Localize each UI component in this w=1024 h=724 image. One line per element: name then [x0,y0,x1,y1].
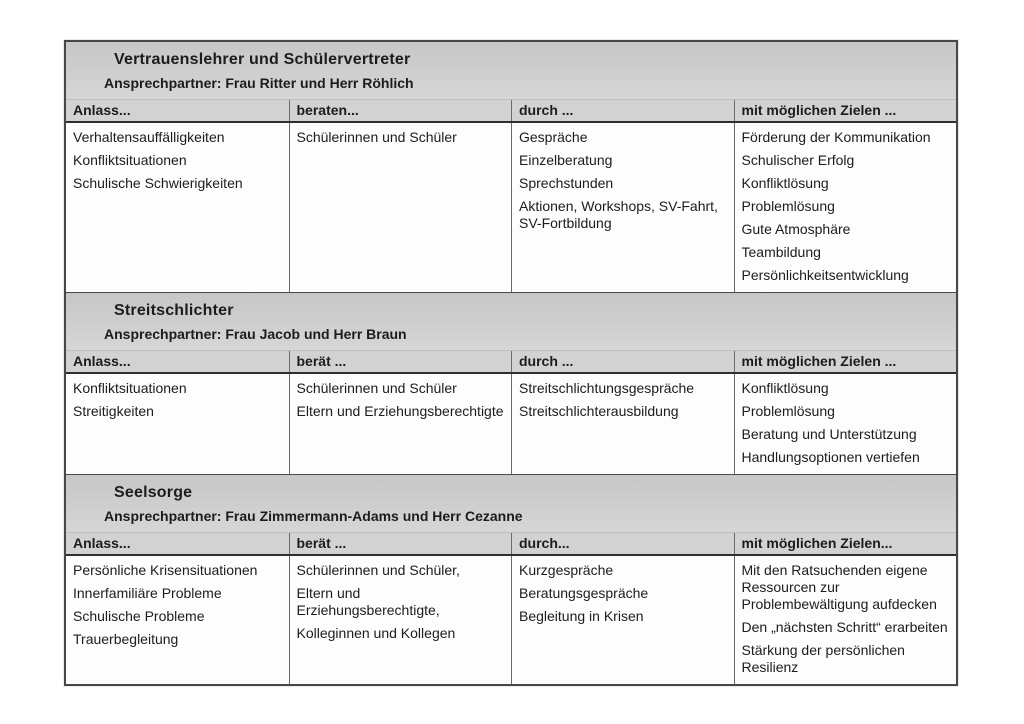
section-header-band [66,475,956,533]
column-header-beraet: berät ... [289,351,512,372]
cell-item: Gute Atmosphäre [741,221,851,237]
section-body-row [66,123,956,293]
section-seelsorge [66,475,956,684]
cell-item: Beratung und Unterstützung [741,426,917,442]
cell-item: Schulische Probleme [73,608,205,624]
cell-item: Kurzgespräche [519,562,614,578]
cell-item: Beratungsgespräche [519,585,649,601]
column-header-anlass: Anlass... [73,535,131,551]
section-contact: Ansprechpartner: Frau Jacob und Herr Braun [104,326,407,342]
cell-item: Verhaltensauffälligkeiten [73,129,225,145]
cell-item: Konfliktlösung [741,380,829,396]
cell-item: Problemlösung [741,198,835,214]
cell-item: Streitschlichterausbildung [519,403,679,419]
cell-item: Eltern und Erziehungsberechtigte, [296,585,440,618]
cell-anlass [66,374,289,474]
cell-anlass [66,556,289,684]
column-header-durch: durch ... [511,100,734,121]
cell-item: Konfliktsituationen [73,152,187,168]
cell-beraet [289,374,512,474]
cell-item: Problemlösung [741,403,835,419]
cell-item: Aktionen, Workshops, SV-Fahrt, SV-Fortbildung [519,198,718,231]
cell-durch [511,556,734,684]
section-body-row [66,556,956,684]
cell-item: Einzelberatung [519,152,613,168]
column-header-ziele: mit möglichen Zielen... [734,533,957,554]
cell-item: Innerfamiliäre Probleme [73,585,222,601]
column-header-ziele: mit möglichen Zielen ... [734,351,957,372]
section-body-row [66,374,956,475]
column-header-ziele: mit möglichen Zielen ... [734,100,957,121]
cell-beraet [289,556,512,684]
cell-item: Schulischer Erfolg [741,152,855,168]
column-header-durch: durch... [511,533,734,554]
cell-item: Begleitung in Krisen [519,608,644,624]
column-header-row [66,533,956,556]
cell-ziele [734,374,957,474]
cell-item: Streitschlichtungsgespräche [519,380,695,396]
cell-durch [511,123,734,292]
section-vertrauenslehrer [66,42,956,293]
cell-item: Streitigkeiten [73,403,154,419]
section-header-band [66,42,956,100]
cell-item: Schulische Schwierigkeiten [73,175,243,191]
cell-item: Schülerinnen und Schüler [296,380,457,396]
cell-item: Kolleginnen und Kollegen [296,625,456,641]
cell-item: Sprechstunden [519,175,614,191]
cell-item: Förderung der Kommunikation [741,129,931,145]
section-streitschlichter [66,293,956,475]
column-header-anlass: Anlass... [73,353,131,369]
cell-item: Konfliktlösung [741,175,829,191]
cell-item: Den „nächsten Schritt“ erarbeiten [741,619,948,635]
section-title: Vertrauenslehrer und Schülervertreter [114,51,411,68]
column-header-row [66,100,956,123]
cell-ziele [734,123,957,292]
cell-item: Eltern und Erziehungsberechtigte [296,403,504,419]
cell-item: Trauerbegleitung [73,631,179,647]
section-header-band [66,293,956,351]
column-header-beraten: beraten... [289,100,512,121]
cell-item: Persönlichkeitsentwicklung [741,267,909,283]
cell-durch [511,374,734,474]
counseling-services-table [64,40,958,686]
cell-item: Teambildung [741,244,821,260]
column-header-beraet: berät ... [289,533,512,554]
cell-item: Persönliche Krisensituationen [73,562,258,578]
column-header-durch: durch ... [511,351,734,372]
section-title: Streitschlichter [114,302,234,319]
cell-item: Mit den Ratsuchenden eigene Ressourcen zur Problembewältigung aufdecken [741,562,937,612]
column-header-row [66,351,956,374]
cell-item: Schülerinnen und Schüler [296,129,457,145]
cell-anlass [66,123,289,292]
cell-item: Konfliktsituationen [73,380,187,396]
cell-item: Stärkung der persönlichen Resilienz [741,642,905,675]
section-contact: Ansprechpartner: Frau Ritter und Herr Röhlich [104,75,414,91]
section-contact: Ansprechpartner: Frau Zimmermann-Adams und Herr Cezanne [104,508,523,524]
cell-item: Gespräche [519,129,588,145]
cell-beraten [289,123,512,292]
column-header-anlass: Anlass... [73,102,131,118]
cell-ziele [734,556,957,684]
section-title: Seelsorge [114,484,193,501]
cell-item: Handlungsoptionen vertiefen [741,449,920,465]
cell-item: Schülerinnen und Schüler, [296,562,460,578]
